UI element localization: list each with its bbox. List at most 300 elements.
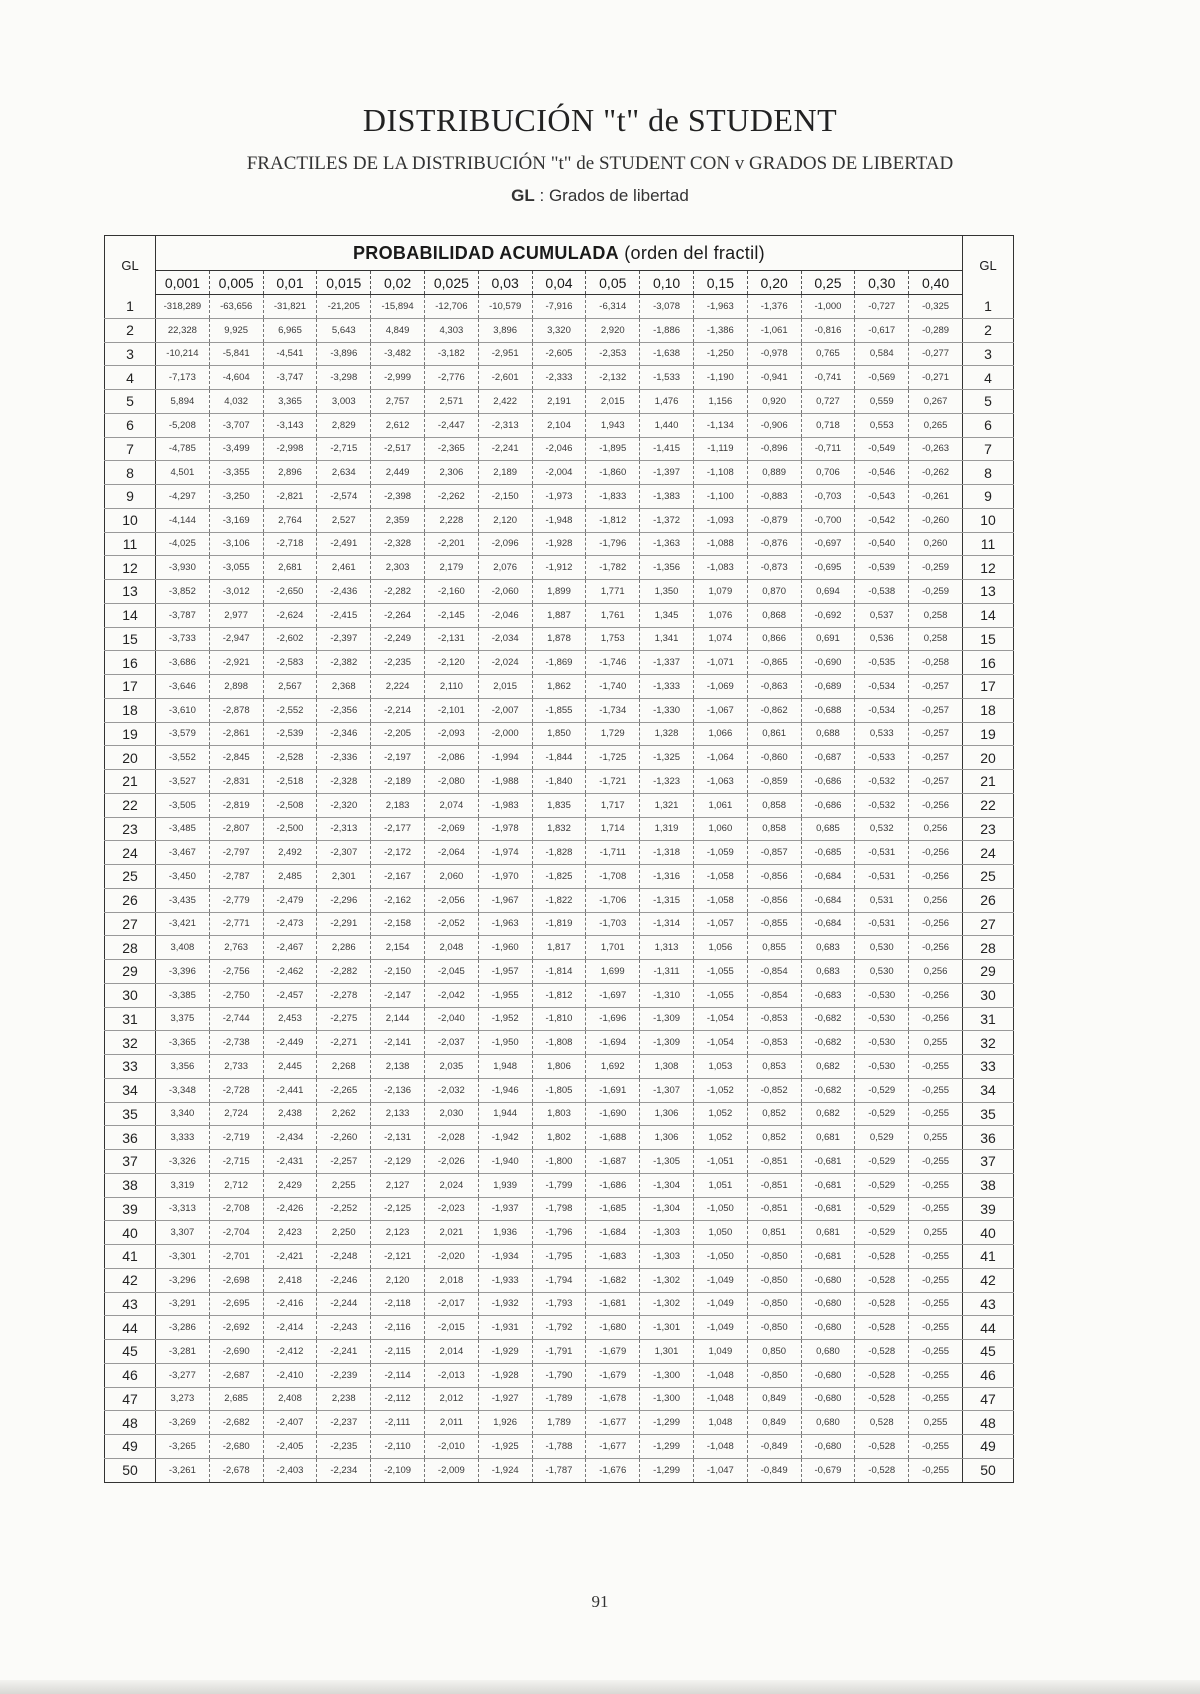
table-cell: -0,686 [801, 793, 855, 817]
table-cell: -2,037 [424, 1031, 478, 1055]
table-row [105, 651, 1014, 675]
table-cell: 0,537 [855, 603, 909, 627]
gl-value-left: 1 [105, 295, 156, 319]
table-cell: -1,927 [478, 1387, 532, 1411]
table-row [105, 461, 1014, 485]
table-cell: -1,682 [586, 1268, 640, 1292]
table-cell: -0,876 [747, 532, 801, 556]
table-cell: 3,320 [532, 318, 586, 342]
table-cell: 0,694 [801, 580, 855, 604]
table-cell: 0,267 [909, 390, 963, 414]
table-cell: -2,457 [263, 983, 317, 1007]
table-cell: -2,257 [317, 1150, 371, 1174]
table-cell: -2,096 [478, 532, 532, 556]
gl-value-right: 29 [963, 960, 1014, 984]
table-cell: -1,314 [640, 912, 694, 936]
gl-value-right: 37 [963, 1150, 1014, 1174]
table-cell: -1,994 [478, 746, 532, 770]
gl-value-right: 33 [963, 1055, 1014, 1079]
table-cell: 2,012 [424, 1387, 478, 1411]
table-cell: -1,819 [532, 912, 586, 936]
table-cell: -1,119 [693, 437, 747, 461]
table-cell: 2,286 [317, 936, 371, 960]
table-cell: -2,110 [371, 1435, 425, 1459]
table-cell: -3,707 [209, 413, 263, 437]
table-cell: -1,946 [478, 1078, 532, 1102]
table-row [105, 746, 1014, 770]
table-cell: -2,125 [371, 1197, 425, 1221]
table-cell: -1,796 [586, 532, 640, 556]
table-cell: -4,144 [156, 508, 210, 532]
table-cell: -2,017 [424, 1292, 478, 1316]
table-cell: 1,440 [640, 413, 694, 437]
table-cell: -0,689 [801, 675, 855, 699]
table-cell: -4,541 [263, 342, 317, 366]
table-cell: 1,301 [640, 1340, 694, 1364]
table-cell: 2,011 [424, 1411, 478, 1435]
gl-value-left: 48 [105, 1411, 156, 1435]
table-row [105, 556, 1014, 580]
table-cell: -4,785 [156, 437, 210, 461]
table-cell: -2,698 [209, 1268, 263, 1292]
table-cell: -1,190 [693, 366, 747, 390]
table-cell: -2,189 [371, 770, 425, 794]
table-cell: 0,532 [855, 817, 909, 841]
table-cell: 2,445 [263, 1055, 317, 1079]
table-cell: 3,273 [156, 1387, 210, 1411]
table-cell: -1,047 [693, 1458, 747, 1482]
table-cell: -1,250 [693, 342, 747, 366]
table-cell: -2,167 [371, 865, 425, 889]
table-cell: 0,866 [747, 627, 801, 651]
table-cell: 2,138 [371, 1055, 425, 1079]
table-cell: -1,100 [693, 485, 747, 509]
table-cell: -2,821 [263, 485, 317, 509]
table-cell: -1,048 [693, 1435, 747, 1459]
table-cell: 0,682 [801, 1102, 855, 1126]
table-cell: 22,328 [156, 318, 210, 342]
table-cell: -2,787 [209, 865, 263, 889]
table-row [105, 1316, 1014, 1340]
table-cell: -2,131 [371, 1126, 425, 1150]
table-cell: -1,318 [640, 841, 694, 865]
gl-value-right: 20 [963, 746, 1014, 770]
table-row [105, 960, 1014, 984]
table-cell: 0,256 [909, 888, 963, 912]
table-cell: -0,850 [747, 1268, 801, 1292]
table-cell: -1,311 [640, 960, 694, 984]
table-cell: 2,920 [586, 318, 640, 342]
table-cell: -2,508 [263, 793, 317, 817]
table-cell: -0,682 [801, 1031, 855, 1055]
table-cell: -1,974 [478, 841, 532, 865]
table-cell: -2,239 [317, 1363, 371, 1387]
table-cell: -0,260 [909, 508, 963, 532]
table-cell: -2,328 [371, 532, 425, 556]
table-cell: 1,319 [640, 817, 694, 841]
table-cell: 0,858 [747, 793, 801, 817]
table-cell: -2,414 [263, 1316, 317, 1340]
student-t-table [104, 235, 1014, 1483]
table-cell: -1,895 [586, 437, 640, 461]
table-cell: -0,873 [747, 556, 801, 580]
table-cell: 2,485 [263, 865, 317, 889]
table-cell: -2,136 [371, 1078, 425, 1102]
gl-value-left: 45 [105, 1340, 156, 1364]
table-cell: 2,453 [263, 1007, 317, 1031]
table-row [105, 983, 1014, 1007]
table-cell: -3,269 [156, 1411, 210, 1435]
table-cell: 0,706 [801, 461, 855, 485]
table-cell: -2,009 [424, 1458, 478, 1482]
gl-value-right: 31 [963, 1007, 1014, 1031]
table-row [105, 698, 1014, 722]
table-cell: -1,787 [532, 1458, 586, 1482]
table-cell: -1,928 [532, 532, 586, 556]
table-cell: -1,805 [532, 1078, 586, 1102]
table-cell: 2,030 [424, 1102, 478, 1126]
column-header: 0,02 [371, 271, 425, 295]
table-row [105, 722, 1014, 746]
table-cell: -1,093 [693, 508, 747, 532]
table-cell: -2,680 [209, 1435, 263, 1459]
table-cell: -3,435 [156, 888, 210, 912]
table-cell: 1,944 [478, 1102, 532, 1126]
table-cell: 2,255 [317, 1173, 371, 1197]
table-cell: -0,532 [855, 770, 909, 794]
table-cell: -0,256 [909, 983, 963, 1007]
table-cell: -1,948 [532, 508, 586, 532]
table-cell: -2,118 [371, 1292, 425, 1316]
gl-value-left: 25 [105, 865, 156, 889]
table-cell: -3,686 [156, 651, 210, 675]
table-cell: 4,303 [424, 318, 478, 342]
table-cell: 0,853 [747, 1055, 801, 1079]
table-cell: -1,679 [586, 1363, 640, 1387]
table-cell: -12,706 [424, 295, 478, 319]
table-cell: -1,083 [693, 556, 747, 580]
gl-value-left: 7 [105, 437, 156, 461]
table-cell: -10,579 [478, 295, 532, 319]
table-cell: -1,963 [478, 912, 532, 936]
table-cell: -1,812 [586, 508, 640, 532]
table-cell: -0,255 [909, 1173, 963, 1197]
table-cell: -1,686 [586, 1173, 640, 1197]
table-cell: -3,499 [209, 437, 263, 461]
table-cell: -2,728 [209, 1078, 263, 1102]
table-cell: -2,201 [424, 532, 478, 556]
column-header: 0,30 [855, 271, 909, 295]
table-cell: -2,313 [317, 817, 371, 841]
table-cell: -2,690 [209, 1340, 263, 1364]
table-cell: -1,069 [693, 675, 747, 699]
table-cell: 0,861 [747, 722, 801, 746]
table-cell: -1,942 [478, 1126, 532, 1150]
table-cell: -2,500 [263, 817, 317, 841]
table-cell: 0,683 [801, 936, 855, 960]
table-cell: -0,534 [855, 675, 909, 699]
table-cell: -0,680 [801, 1435, 855, 1459]
table-cell: -2,756 [209, 960, 263, 984]
table-cell: -2,951 [478, 342, 532, 366]
table-cell: -1,690 [586, 1102, 640, 1126]
table-row [105, 675, 1014, 699]
table-cell: 2,567 [263, 675, 317, 699]
page-subtitle: FRACTILES DE LA DISTRIBUCIÓN "t" de STUDENT CON v GRADOS DE LIBERTAD [246, 153, 954, 174]
table-cell: -2,282 [317, 960, 371, 984]
table-cell: -2,426 [263, 1197, 317, 1221]
table-cell: -0,531 [855, 912, 909, 936]
table-cell: -0,256 [909, 936, 963, 960]
table-cell: -3,298 [317, 366, 371, 390]
table-cell: 0,681 [801, 1126, 855, 1150]
gl-value-left: 23 [105, 817, 156, 841]
table-cell: -2,601 [478, 366, 532, 390]
table-cell: -1,933 [478, 1268, 532, 1292]
table-cell: -0,259 [909, 580, 963, 604]
gl-value-left: 13 [105, 580, 156, 604]
table-cell: -0,325 [909, 295, 963, 319]
table-cell: -1,055 [693, 983, 747, 1007]
table-cell: 1,850 [532, 722, 586, 746]
table-cell: -2,447 [424, 413, 478, 437]
table-cell: -2,650 [263, 580, 317, 604]
table-cell: -1,937 [478, 1197, 532, 1221]
table-cell: -1,792 [532, 1316, 586, 1340]
column-header: 0,04 [532, 271, 586, 295]
table-cell: -1,059 [693, 841, 747, 865]
table-cell: -2,010 [424, 1435, 478, 1459]
table-cell: -2,715 [209, 1150, 263, 1174]
table-cell: -2,235 [317, 1435, 371, 1459]
table-cell: -0,682 [801, 1078, 855, 1102]
gl-value-left: 31 [105, 1007, 156, 1031]
table-cell: -3,261 [156, 1458, 210, 1482]
table-cell: -2,436 [317, 580, 371, 604]
gl-value-left: 10 [105, 508, 156, 532]
table-cell: -2,241 [478, 437, 532, 461]
table-cell: -1,054 [693, 1007, 747, 1031]
table-row [105, 580, 1014, 604]
table-cell: -1,988 [478, 770, 532, 794]
table-cell: 2,422 [478, 390, 532, 414]
table-cell: -2,365 [424, 437, 478, 461]
table-cell: -0,853 [747, 1031, 801, 1055]
table-cell: 0,255 [909, 1411, 963, 1435]
table-cell: 1,729 [586, 722, 640, 746]
table-cell: -0,533 [855, 746, 909, 770]
table-cell: -1,064 [693, 746, 747, 770]
table-cell: -1,316 [640, 865, 694, 889]
table-cell: -4,604 [209, 366, 263, 390]
gl-value-right: 42 [963, 1268, 1014, 1292]
gl-value-left: 41 [105, 1245, 156, 1269]
table-row [105, 770, 1014, 794]
table-cell: -2,704 [209, 1221, 263, 1245]
table-cell: -1,955 [478, 983, 532, 1007]
table-cell: 2,898 [209, 675, 263, 699]
gl-value-right: 1 [963, 295, 1014, 319]
table-cell: -3,326 [156, 1150, 210, 1174]
table-cell: 2,764 [263, 508, 317, 532]
gl-legend-text: : Grados de libertad [534, 186, 689, 205]
table-cell: -0,680 [801, 1387, 855, 1411]
table-row [105, 342, 1014, 366]
table-cell: -0,529 [855, 1173, 909, 1197]
table-cell: -3,012 [209, 580, 263, 604]
table-cell: -10,214 [156, 342, 210, 366]
table-cell: -3,396 [156, 960, 210, 984]
table-cell: -2,282 [371, 580, 425, 604]
table-cell: -0,528 [855, 1435, 909, 1459]
table-cell: 3,319 [156, 1173, 210, 1197]
table-cell: -2,750 [209, 983, 263, 1007]
table-cell: 2,127 [371, 1173, 425, 1197]
column-header: 0,03 [478, 271, 532, 295]
table-cell: -2,307 [317, 841, 371, 865]
gl-value-right: 39 [963, 1197, 1014, 1221]
table-cell: -2,177 [371, 817, 425, 841]
table-cell: -1,302 [640, 1292, 694, 1316]
table-cell: -1,356 [640, 556, 694, 580]
table-cell: -2,921 [209, 651, 263, 675]
table-cell: -63,656 [209, 295, 263, 319]
table-cell: -0,680 [801, 1268, 855, 1292]
table-cell: 2,144 [371, 1007, 425, 1031]
table-cell: -3,467 [156, 841, 210, 865]
table-cell: 2,612 [371, 413, 425, 437]
table-cell: -1,734 [586, 698, 640, 722]
table-cell: -3,281 [156, 1340, 210, 1364]
table-cell: 2,763 [209, 936, 263, 960]
table-cell: 6,965 [263, 318, 317, 342]
table-cell: -2,574 [317, 485, 371, 509]
table-row [105, 318, 1014, 342]
table-cell: -1,963 [693, 295, 747, 319]
table-cell: -2,111 [371, 1411, 425, 1435]
table-cell: -2,248 [317, 1245, 371, 1269]
gl-value-right: 34 [963, 1078, 1014, 1102]
table-cell: -0,686 [801, 770, 855, 794]
table-cell: -0,289 [909, 318, 963, 342]
table-cell: -0,538 [855, 580, 909, 604]
gl-value-right: 3 [963, 342, 1014, 366]
gl-value-left: 26 [105, 888, 156, 912]
table-cell: 0,850 [747, 1340, 801, 1364]
table-cell: -2,034 [478, 627, 532, 651]
gl-value-left: 12 [105, 556, 156, 580]
table-cell: 2,238 [317, 1387, 371, 1411]
table-cell: -0,856 [747, 865, 801, 889]
table-cell: -0,257 [909, 675, 963, 699]
table-cell: 3,896 [478, 318, 532, 342]
table-cell: -2,131 [424, 627, 478, 651]
column-header: 0,10 [640, 271, 694, 295]
probability-header [156, 236, 963, 271]
table-cell: -1,696 [586, 1007, 640, 1031]
table-cell: -2,398 [371, 485, 425, 509]
table-cell: -2,403 [263, 1458, 317, 1482]
table-cell: -0,263 [909, 437, 963, 461]
table-cell: -1,683 [586, 1245, 640, 1269]
table-cell: -21,205 [317, 295, 371, 319]
table-row [105, 1007, 1014, 1031]
gl-value-right: 32 [963, 1031, 1014, 1055]
table-cell: -1,061 [747, 318, 801, 342]
table-cell: -1,054 [693, 1031, 747, 1055]
table-cell: 1,049 [693, 1340, 747, 1364]
table-cell: -0,256 [909, 793, 963, 817]
table-cell: -1,931 [478, 1316, 532, 1340]
table-cell: -2,121 [371, 1245, 425, 1269]
table-cell: -1,303 [640, 1221, 694, 1245]
table-cell: 1,936 [478, 1221, 532, 1245]
table-cell: -1,376 [747, 295, 801, 319]
table-cell: -2,244 [317, 1292, 371, 1316]
gl-value-right: 5 [963, 390, 1014, 414]
table-cell: 2,014 [424, 1340, 478, 1364]
table-cell: -1,798 [532, 1197, 586, 1221]
table-cell: -1,703 [586, 912, 640, 936]
table-cell: 2,224 [371, 675, 425, 699]
table-cell: 0,889 [747, 461, 801, 485]
table-cell: -2,132 [586, 366, 640, 390]
table-cell: 1,717 [586, 793, 640, 817]
table-cell: 2,018 [424, 1268, 478, 1292]
table-cell: 3,375 [156, 1007, 210, 1031]
gl-value-right: 43 [963, 1292, 1014, 1316]
table-cell: 2,977 [209, 603, 263, 627]
table-cell: -31,821 [263, 295, 317, 319]
table-cell: -2,441 [263, 1078, 317, 1102]
table-cell: -3,250 [209, 485, 263, 509]
table-cell: -0,530 [855, 983, 909, 1007]
table-cell: 2,492 [263, 841, 317, 865]
table-row [105, 1055, 1014, 1079]
gl-value-left: 46 [105, 1363, 156, 1387]
table-cell: 4,849 [371, 318, 425, 342]
table-cell: -0,853 [747, 1007, 801, 1031]
column-header: 0,01 [263, 271, 317, 295]
table-cell: -5,841 [209, 342, 263, 366]
table-cell: -1,957 [478, 960, 532, 984]
table-cell: -0,852 [747, 1078, 801, 1102]
gl-value-right: 49 [963, 1435, 1014, 1459]
table-cell: -0,528 [855, 1340, 909, 1364]
table-cell: 0,256 [909, 960, 963, 984]
table-row [105, 1173, 1014, 1197]
table-cell: -1,299 [640, 1435, 694, 1459]
table-cell: 1,345 [640, 603, 694, 627]
table-cell: -1,694 [586, 1031, 640, 1055]
column-header: 0,001 [156, 271, 210, 295]
table-cell: 1,076 [693, 603, 747, 627]
table-cell: -3,055 [209, 556, 263, 580]
table-cell: -1,679 [586, 1340, 640, 1364]
table-cell: 0,868 [747, 603, 801, 627]
table-cell: -0,529 [855, 1221, 909, 1245]
gl-value-left: 8 [105, 461, 156, 485]
table-cell: -1,372 [640, 508, 694, 532]
table-cell: -6,314 [586, 295, 640, 319]
table-cell: -1,049 [693, 1292, 747, 1316]
gl-value-left: 5 [105, 390, 156, 414]
table-cell: 3,356 [156, 1055, 210, 1079]
table-cell: -0,700 [801, 508, 855, 532]
table-cell: -1,315 [640, 888, 694, 912]
table-cell: 1,051 [693, 1173, 747, 1197]
gl-value-right: 13 [963, 580, 1014, 604]
